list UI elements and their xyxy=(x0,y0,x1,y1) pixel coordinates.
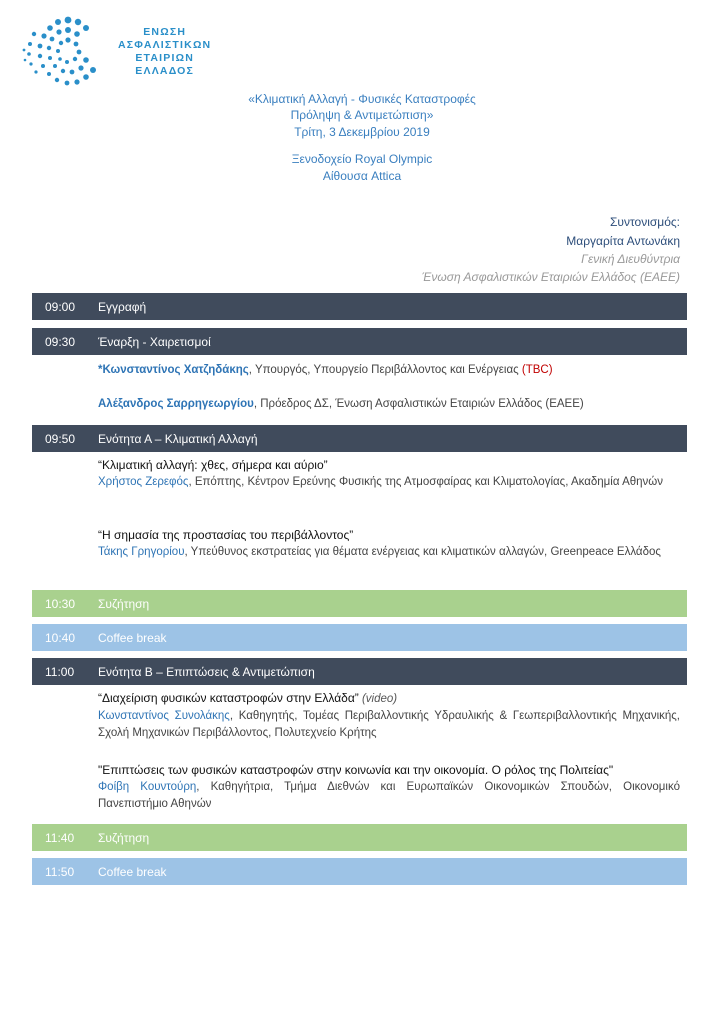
coordinator-org: Ένωση Ασφαλιστικών Εταιριών Ελλάδος (ΕΑΕΕ) xyxy=(421,270,680,284)
program-time: 11:50 xyxy=(45,865,75,879)
speaker-name: Τάκης Γρηγορίου xyxy=(98,546,185,558)
program-label: Coffee break xyxy=(98,865,167,879)
coordinator-role: Γενική Διευθύντρια xyxy=(581,252,680,266)
program-time: 10:40 xyxy=(45,631,76,645)
talk-title: "Επιπτώσεις των φυσικών καταστροφών στην κοινωνία και την οικονομία. Ο ρόλος της Πολιτείας" xyxy=(98,763,614,777)
program-label: Συζήτηση xyxy=(98,597,150,611)
logo-wordmark xyxy=(118,26,211,78)
talk-a2 xyxy=(98,527,680,561)
program-row-registration xyxy=(32,293,687,320)
coordinator-name: Μαργαρίτα Αντωνάκη xyxy=(566,234,680,248)
program-time: 09:50 xyxy=(45,432,76,446)
talk-title: “Διαχείριση φυσικών καταστροφών στην Ελλάδα” xyxy=(98,691,359,705)
program-time: 11:40 xyxy=(45,831,75,845)
speaker-role: , Καθηγήτρια, Τμήμα Διεθνών και Ευρωπαϊκών Οικονομικών Σπουδών, Οικονομικό Πανεπιστήμιο Αθηνών xyxy=(98,781,680,810)
speaker-role: , Υπουργός, Υπουργείο Περιβάλλοντος και Ενέργειας xyxy=(248,364,522,376)
event-date: Τρίτη, 3 Δεκεμβρίου 2019 xyxy=(294,125,430,139)
program-row-section-a xyxy=(32,425,687,452)
talk-b2 xyxy=(98,762,680,813)
talk-a1 xyxy=(98,457,680,491)
program-time: 10:30 xyxy=(45,597,76,611)
speaker-greeting-2 xyxy=(98,396,680,413)
talk-title: “Κλιματική αλλαγή: χθες, σήμερα και αύριο” xyxy=(98,458,328,472)
speaker-name: *Κωνσταντίνος Χατζηδάκης xyxy=(98,364,249,376)
program-label: Έναρξη - Χαιρετισμοί xyxy=(98,335,211,349)
event-title-line-1: «Κλιματική Αλλαγή - Φυσικές Καταστροφές xyxy=(248,92,476,106)
speaker-name: Κωνσταντίνος Συνολάκης xyxy=(98,710,230,722)
program-label: Εγγραφή xyxy=(98,300,147,314)
tbc-badge: (TBC) xyxy=(521,364,553,376)
speaker-name: Αλέξανδρος Σαρρηγεωργίου xyxy=(98,398,254,410)
speaker-name: Χρήστος Ζερεφός xyxy=(98,476,189,488)
program-row-opening xyxy=(32,328,687,355)
speaker-greeting-1 xyxy=(98,362,680,379)
program-row-discussion-2 xyxy=(32,824,687,851)
speaker-role: , Καθηγητής, Τομέας Περιβαλλοντικής Υδραυλικής & Γεωπεριβαλλοντικής Μηχανικής, Σχολή Μηχανικών Περιβάλλοντος, Πολυτεχνείο Κρήτης xyxy=(98,710,681,739)
speaker-role: , Επόπτης, Κέντρον Ερεύνης Φυσικής της Ατμοσφαίρας και Κλιματολογίας, Ακαδημία Αθηνών xyxy=(188,476,664,488)
talk-title: “Η σημασία της προστασίας του περιβάλλοντος” xyxy=(98,528,354,542)
speaker-role: , Υπεύθυνος εκστρατείας για θέματα ενέργειας και κλιματικών αλλαγών, Greenpeace Ελλάδος xyxy=(184,546,661,558)
logo-line-2: ΑΣΦΑΛΙΣΤΙΚΩΝ xyxy=(118,39,212,51)
program-row-coffee-1 xyxy=(32,624,687,651)
program-time: 09:00 xyxy=(45,300,76,314)
logo-line-4: ΕΛΛΑΔΟΣ xyxy=(135,65,195,77)
program-time: 09:30 xyxy=(45,335,76,349)
speaker-name: Φοίβη Κουντούρη xyxy=(98,781,197,793)
talk-b1 xyxy=(98,690,680,742)
event-room: Αίθουσα Attica xyxy=(322,169,402,183)
eaee-logo xyxy=(22,14,222,94)
program-time: 11:00 xyxy=(45,665,75,679)
program-row-coffee-2 xyxy=(32,858,687,885)
logo-line-3: ΕΤΑΙΡΙΩΝ xyxy=(135,52,194,64)
program-row-section-b xyxy=(32,658,687,685)
coordinator-label: Συντονισμός: xyxy=(609,215,680,229)
event-venue: Ξενοδοχείο Royal Olympic xyxy=(291,152,433,166)
program-row-discussion-1 xyxy=(32,590,687,617)
program-label: Συζήτηση xyxy=(98,831,150,845)
logo-dots-icon xyxy=(22,14,114,90)
program-label: Coffee break xyxy=(98,631,167,645)
program-label: Ενότητα Β – Επιπτώσεις & Αντιμετώπιση xyxy=(98,665,315,679)
event-title-line-2: Πρόληψη & Αντιμετώπιση» xyxy=(290,108,434,122)
talk-note: (video) xyxy=(358,693,398,705)
logo-line-1: ΕΝΩΣΗ xyxy=(143,26,187,38)
speaker-role: , Πρόεδρος ΔΣ, Ένωση Ασφαλιστικών Εταιριών Ελλάδος (ΕΑΕΕ) xyxy=(253,398,584,410)
program-label: Ενότητα Α – Κλιματική Αλλαγή xyxy=(98,432,258,446)
